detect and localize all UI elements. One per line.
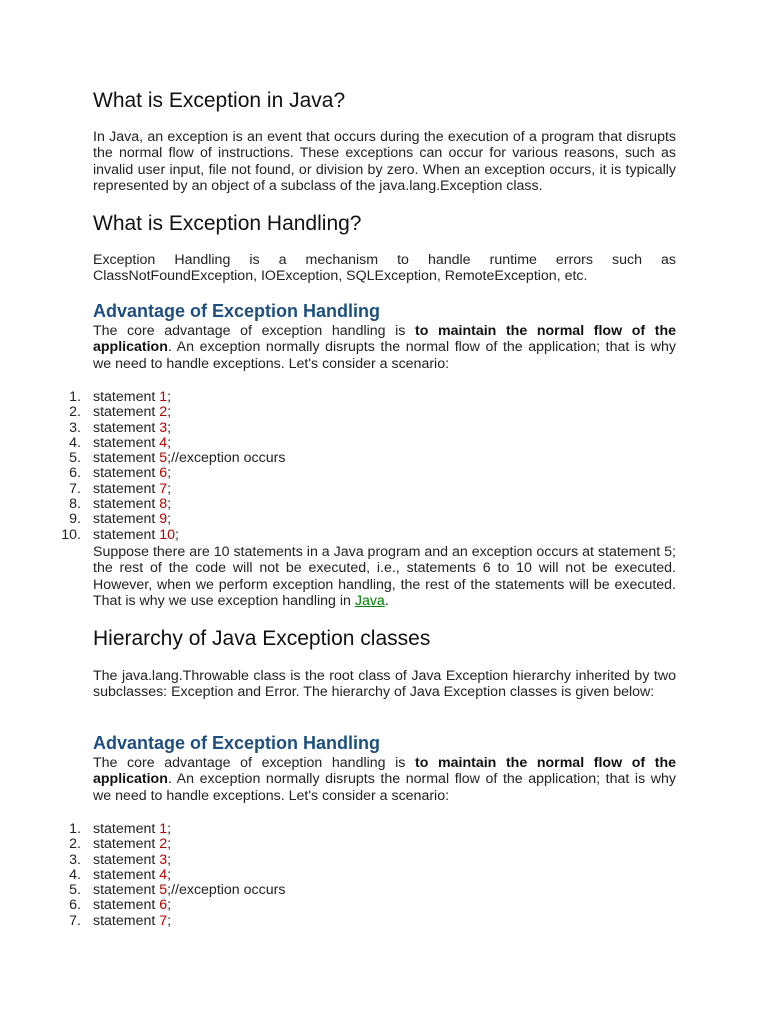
list-item-tail: ; — [167, 419, 172, 436]
list-item-value: 10 — [159, 526, 176, 543]
list-item-value: 3 — [159, 419, 168, 436]
list-item-value: 4 — [159, 866, 168, 883]
list-item-value: 7 — [159, 912, 168, 929]
heading-hierarchy: Hierarchy of Java Exception classes — [93, 627, 431, 650]
list-item-number: 3. — [69, 419, 81, 436]
list-item-value: 2 — [159, 404, 168, 421]
list-item — [0, 466, 285, 481]
list-item-tail: ; — [167, 480, 172, 497]
list-item-value: 3 — [159, 851, 168, 868]
paragraph-advantage-1-intro — [93, 323, 676, 372]
list-item-word: statement — [93, 389, 160, 405]
list-item-number: 1. — [69, 389, 81, 405]
list-item-tail: ; — [167, 434, 172, 451]
list-item-tail: ; — [167, 465, 172, 482]
list-item-number: 10. — [61, 526, 81, 543]
list-item-word: statement — [93, 496, 160, 513]
list-item — [0, 914, 285, 929]
list-item — [0, 390, 285, 405]
list-item-word: statement — [93, 419, 160, 436]
list-item-value: 1 — [159, 821, 168, 837]
intro-text-start: The core advantage of exception handling is — [93, 323, 416, 339]
list-item-value: 8 — [159, 496, 168, 513]
heading-advantage-1: Advantage of Exception Handling — [93, 301, 381, 321]
list-item-tail: ;//exception occurs — [167, 450, 286, 467]
list-item-value: 7 — [159, 480, 168, 497]
list-item-value: 1 — [159, 389, 168, 405]
conclusion-end: . — [384, 592, 389, 609]
list-item-word: statement — [93, 866, 160, 883]
intro-text-end: . An exception normally disrupts the normal flow of the application; that is why we need to handle exceptions. Let's consider a scenario: — [93, 339, 676, 372]
list-item-tail: ; — [167, 496, 172, 513]
list-item-number: 4. — [69, 866, 81, 883]
intro-bold-text: to maintain the normal flow of the application — [93, 323, 676, 356]
list-item-word: statement — [93, 851, 160, 868]
list-item — [0, 898, 285, 913]
list-item-word: statement — [93, 526, 160, 543]
list-item-value: 9 — [159, 511, 168, 528]
list-item-number: 2. — [69, 836, 81, 853]
list-item-number: 6. — [69, 465, 81, 482]
list-item — [0, 528, 285, 543]
list-item-number: 7. — [69, 912, 81, 929]
intro-bold-text: to maintain the normal flow of the application — [93, 755, 676, 788]
list-item-word: statement — [93, 836, 160, 853]
list-item-value: 2 — [159, 836, 168, 853]
list-item — [0, 868, 285, 883]
list-item-word: statement — [93, 450, 160, 467]
java-link[interactable]: Java — [354, 592, 385, 609]
list-item-number: 6. — [69, 897, 81, 914]
list-item — [0, 421, 285, 436]
list-item — [0, 436, 285, 451]
list-item — [0, 853, 285, 868]
list-item-tail: ; — [167, 511, 172, 528]
list-item-value: 6 — [159, 465, 168, 482]
statement-list-1 — [0, 390, 285, 543]
list-item-word: statement — [93, 434, 160, 451]
conclusion-text: Suppose there are 10 statements in a Java program and an exception occurs at statement 5; the rest of the code will not be executed, i.e., statements 6 to 10 will not be executed. However, when we perform exception handling, the rest of the statements will be executed. That is why we use exception handling in — [93, 544, 676, 609]
list-item-number: 2. — [69, 404, 81, 421]
list-item-word: statement — [93, 480, 160, 497]
heading-what-is-exception-handling: What is Exception Handling? — [93, 212, 362, 235]
heading-what-is-exception: What is Exception in Java? — [93, 89, 346, 112]
list-item — [0, 837, 285, 852]
list-item-number: 7. — [69, 480, 81, 497]
list-item — [0, 883, 285, 898]
intro-text-end: . An exception normally disrupts the normal flow of the application; that is why we need to handle exceptions. Let's consider a scenario: — [93, 771, 676, 804]
list-item-tail: ; — [167, 912, 172, 929]
list-item-word: statement — [93, 465, 160, 482]
paragraph-exception-definition: In Java, an exception is an event that occurs during the execution of a program that disrupts the normal flow of instructions. These exceptions can occur for various reasons, such as invalid user input, file not found, or division by zero. When an exception occurs, it is typically represented by an object of a subclass of the java.lang.Exception class. — [93, 129, 676, 194]
list-item-number: 5. — [69, 882, 81, 899]
list-item-tail: ; — [167, 836, 172, 853]
list-item-number: 5. — [69, 450, 81, 467]
list-item-number: 9. — [69, 511, 81, 528]
list-item-word: statement — [93, 404, 160, 421]
list-item-tail: ; — [167, 389, 172, 405]
paragraph-hierarchy: The java.lang.Throwable class is the root class of Java Exception hierarchy inherited by two subclasses: Exception and Error. The hierarchy of Java Exception classes is given below: — [93, 668, 676, 701]
list-item-value: 6 — [159, 897, 168, 914]
list-item-word: statement — [93, 912, 160, 929]
intro-text-start: The core advantage of exception handling is — [93, 755, 416, 771]
list-item-number: 1. — [69, 821, 81, 837]
heading-advantage-2: Advantage of Exception Handling — [93, 733, 381, 753]
list-item-value: 4 — [159, 434, 168, 451]
list-item — [0, 451, 285, 466]
list-item — [0, 482, 285, 497]
list-item-tail: ; — [167, 404, 172, 421]
list-item-tail: ; — [175, 526, 179, 543]
paragraph-exception-handling-definition: Exception Handling is a mechanism to handle runtime errors such as ClassNotFoundException, IOException, SQLException, RemoteException, etc. — [93, 252, 676, 285]
paragraph-advantage-2-intro — [93, 755, 676, 804]
list-item-value: 5 — [159, 450, 168, 467]
list-item-value: 5 — [159, 882, 168, 899]
list-item-word: statement — [93, 511, 160, 528]
list-item — [0, 405, 285, 420]
list-item — [0, 822, 285, 837]
paragraph-advantage-1-conclusion — [93, 544, 676, 609]
list-item-tail: ; — [167, 897, 172, 914]
list-item-number: 8. — [69, 496, 81, 513]
list-item-tail: ; — [167, 866, 172, 883]
list-item-number: 4. — [69, 434, 81, 451]
statement-list-2 — [0, 822, 285, 929]
list-item-word: statement — [93, 821, 160, 837]
list-item-tail: ; — [167, 821, 172, 837]
list-item-number: 3. — [69, 851, 81, 868]
list-item-word: statement — [93, 897, 160, 914]
list-item — [0, 497, 285, 512]
list-item-word: statement — [93, 882, 160, 899]
list-item — [0, 512, 285, 527]
list-item-tail: ;//exception occurs — [167, 882, 286, 899]
list-item-tail: ; — [167, 851, 172, 868]
